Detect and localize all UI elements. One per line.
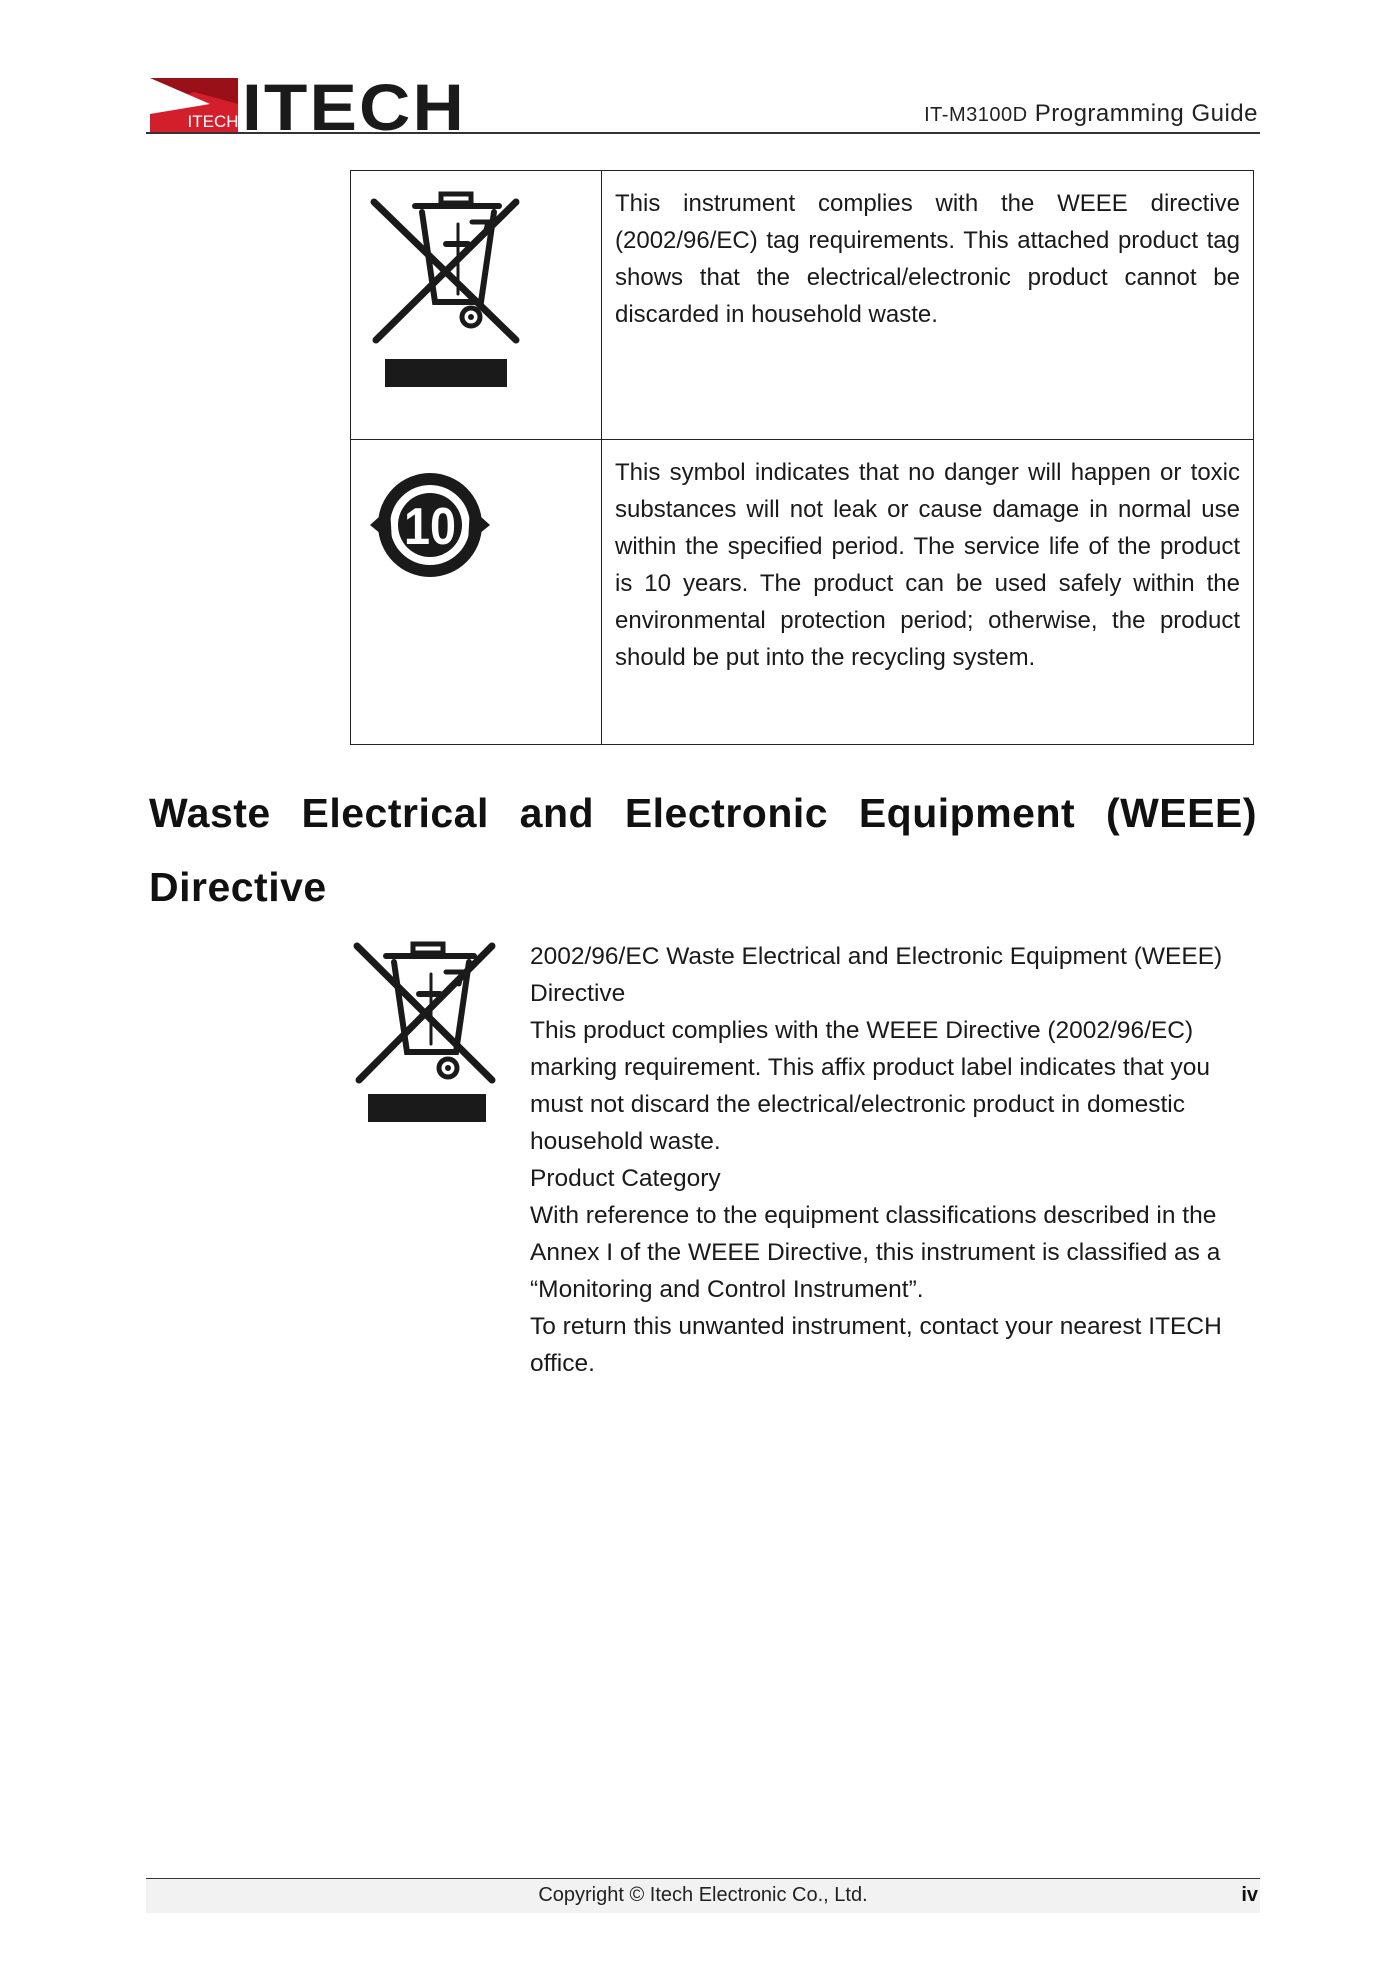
weee-directive-title: 2002/96/EC Waste Electrical and Electronic Equipment (WEEE) Directive	[530, 943, 1223, 1007]
svg-text:10: 10	[404, 498, 456, 556]
svg-text:ITECH: ITECH	[242, 74, 466, 134]
document-title	[924, 100, 1258, 128]
guide-title: Programming Guide	[1034, 100, 1258, 127]
table-row	[351, 440, 1254, 745]
weee-text-block	[530, 938, 1265, 1382]
weee-crossed-bin-icon	[352, 172, 600, 414]
page-number: iv	[1241, 1884, 1258, 1906]
classification-paragraph: With reference to the equipment classifications described in the Annex I of the WEEE Directive, this instrument is classified as a “Monitoring and Control Instrument”.	[530, 1202, 1221, 1303]
table-row	[351, 171, 1254, 440]
weee-compliance-paragraph: This product complies with the WEEE Directive (2002/96/EC) marking requirement. This affix product label indicates that you must not discard the electrical/electronic product in domestic household waste.	[530, 1017, 1211, 1155]
weee-crossed-bin-icon	[352, 934, 502, 1134]
icon-cell	[351, 171, 602, 440]
page-footer	[146, 1878, 1260, 1913]
copyright-text: Copyright © Itech Electronic Co., Ltd.	[538, 1884, 868, 1906]
product-category-label: Product Category	[530, 1165, 721, 1192]
section-heading: Waste Electrical and Electronic Equipment (WEEE) Directive	[149, 790, 1257, 910]
table-cell-text: This instrument complies with the WEEE directive (2002/96/EC) tag requirements. This attached product tag shows that the electrical/electronic product cannot be discarded in household waste.	[602, 171, 1254, 440]
model-number: IT-M3100D	[924, 104, 1028, 126]
return-instructions-paragraph: To return this unwanted instrument, contact your nearest ITECH office.	[530, 1313, 1222, 1377]
itech-logo	[150, 74, 470, 134]
epup-10-years-icon	[352, 441, 600, 719]
svg-text:ITECH: ITECH	[187, 112, 239, 131]
symbols-table	[350, 170, 1254, 745]
page-header	[146, 74, 1260, 134]
table-cell-text: This symbol indicates that no danger will happen or toxic substances will not leak or cause damage in normal use within the specified period. The service life of the product is 10 years. The product can be used safely within the environmental protection period; otherwise, the product should be put into the recycling system.	[602, 440, 1254, 745]
icon-cell	[351, 440, 602, 745]
